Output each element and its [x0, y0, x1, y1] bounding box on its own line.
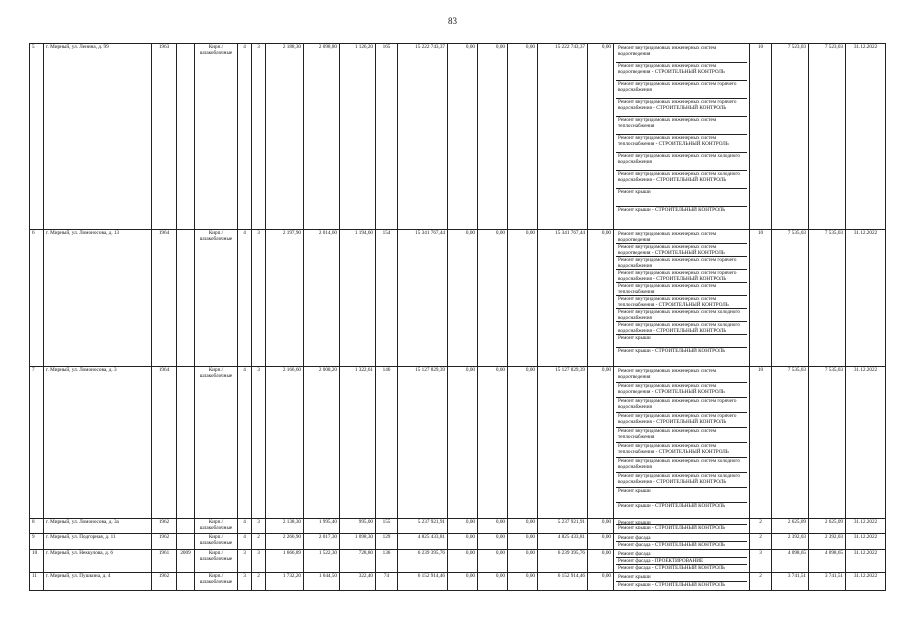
cost-per-m2-max: 7 535,03	[809, 230, 846, 367]
wall-material: Кирп./ шлакоблочные	[195, 44, 238, 230]
work-item: Ремонт крыши - СТРОИТЕЛЬНЫЙ КОНТРОЛЬ	[618, 503, 726, 509]
cost-per-m2: 2 625,09	[772, 519, 809, 534]
work-item: Ремонт внутридомовых инженерных систем теплоснабжения - СТРОИТЕЛЬНЫЙ КОНТРОЛЬ	[616, 443, 747, 458]
table-row	[30, 572, 886, 590]
cost-per-m2-max: 7 523,03	[809, 44, 846, 230]
cost-budget: 0,00	[478, 44, 508, 230]
works-list	[614, 533, 750, 549]
wall-material: Кирп./ шлакоблочные	[195, 572, 238, 590]
entrances: 3	[252, 230, 266, 367]
year-built: 1961	[152, 549, 177, 572]
residents: 155	[376, 519, 398, 534]
cost-budget: 0,00	[478, 519, 508, 534]
cost-local: 0,00	[508, 44, 538, 230]
area-total: 2 166,60	[266, 367, 304, 519]
work-item: Ремонт внутридомовых инженерных систем водоотведения - СТРОИТЕЛЬНЫЙ КОНТРОЛЬ	[616, 244, 747, 257]
cost-per-m2: 3 741,51	[772, 572, 809, 590]
cost-local: 0,00	[508, 519, 538, 534]
floors: 3	[238, 572, 252, 590]
cost-budget: 0,00	[478, 367, 508, 519]
cost-budget: 0,00	[478, 572, 508, 590]
work-item: Ремонт внутридомовых инженерных систем горячего водоснабжения	[616, 398, 747, 413]
cost-per-m2: 4 098,65	[772, 549, 809, 572]
area-total: 2 138,30	[266, 519, 304, 534]
wall-material: Кирп./ шлакоблочные	[195, 549, 238, 572]
deadline: 31.12.2022	[846, 533, 886, 549]
cost-total: 6 239 395,76	[398, 549, 448, 572]
row-number: 10	[30, 549, 44, 572]
area-residential: 2 017,30	[304, 533, 340, 549]
year-built: 1964	[152, 230, 177, 367]
floors: 4	[238, 367, 252, 519]
year-renovation	[177, 533, 195, 549]
cost-other: 0,00	[588, 519, 614, 534]
work-item: Ремонт внутридомовых инженерных систем водоотведения	[616, 45, 747, 63]
deadline: 31.12.2022	[846, 230, 886, 367]
year-renovation: 2009	[177, 549, 195, 572]
works-list	[614, 44, 750, 230]
work-item: Ремонт внутридомовых инженерных систем водоотведения	[616, 231, 747, 244]
cost-fund: 0,00	[448, 44, 478, 230]
work-item: Ремонт внутридомовых инженерных систем теплоснабжения - СТРОИТЕЛЬНЫЙ КОНТРОЛЬ	[616, 135, 747, 153]
work-item: Ремонт внутридомовых инженерных систем горячего водоснабжения - СТРОИТЕЛЬНЫЙ КОНТРОЛЬ	[616, 413, 747, 428]
area-total: 2 188,30	[266, 44, 304, 230]
cost-fund: 0,00	[448, 367, 478, 519]
cost-owners: 15 222 743,37	[538, 44, 588, 230]
cost-per-m2-max: 7 535,03	[809, 367, 846, 519]
works-count: 10	[750, 230, 772, 367]
area-residential: 1 522,30	[304, 549, 340, 572]
area-residential: 2 014,60	[304, 230, 340, 367]
year-built: 1962	[152, 572, 177, 590]
work-item: Ремонт крыши	[616, 189, 747, 207]
work-item: Ремонт внутридомовых инженерных систем водоотведения	[616, 368, 747, 383]
works-list	[614, 572, 750, 590]
table-row	[30, 519, 886, 534]
entrances: 3	[252, 44, 266, 230]
area-total: 1 732,20	[266, 572, 304, 590]
deadline: 31.12.2022	[846, 572, 886, 590]
entrances: 3	[252, 367, 266, 519]
residents: 165	[376, 44, 398, 230]
deadline: 31.12.2022	[846, 367, 886, 519]
work-item: Ремонт крыши - СТРОИТЕЛЬНЫЙ КОНТРОЛЬ	[618, 348, 726, 354]
cost-other: 0,00	[588, 549, 614, 572]
cost-budget: 0,00	[478, 230, 508, 367]
cost-local: 0,00	[508, 572, 538, 590]
address: г. Мирный, ул. Пушкина, д. 4	[44, 572, 152, 590]
floors: 3	[238, 549, 252, 572]
cost-per-m2-max: 3 741,51	[809, 572, 846, 590]
work-item: Ремонт внутридомовых инженерных систем теплоснабжения	[616, 117, 747, 135]
deadline: 31.12.2022	[846, 549, 886, 572]
works-count: 2	[750, 519, 772, 534]
row-number: 9	[30, 533, 44, 549]
work-item: Ремонт внутридомовых инженерных систем горячего водоснабжения - СТРОИТЕЛЬНЫЙ КОНТРОЛЬ	[616, 99, 747, 117]
area-private: 322,40	[340, 572, 376, 590]
work-item: Ремонт внутридомовых инженерных систем горячего водоснабжения - СТРОИТЕЛЬНЫЙ КОНТРОЛЬ	[616, 270, 747, 283]
cost-total: 15 127 829,39	[398, 367, 448, 519]
wall-material: Кирп./ шлакоблочные	[195, 367, 238, 519]
deadline: 31.12.2022	[846, 44, 886, 230]
cost-budget: 0,00	[478, 549, 508, 572]
work-item: Ремонт внутридомовых инженерных систем холодного водоснабжения - СТРОИТЕЛЬНЫЙ КОНТРОЛЬ	[616, 322, 747, 335]
deadline: 31.12.2022	[846, 519, 886, 534]
address: г. Мирный, ул. Ломоносова, д. 3а	[44, 519, 152, 534]
row-number: 8	[30, 519, 44, 534]
year-renovation	[177, 519, 195, 534]
address: г. Мирный, ул. Ломоносова, д. 3	[44, 367, 152, 519]
work-item: Ремонт крыши	[616, 520, 747, 525]
address: г. Мирный, ул. Ломоносова, д. 13	[44, 230, 152, 367]
cost-other: 0,00	[588, 44, 614, 230]
work-item: Ремонт фасада - ПРОЕКТИРОВАНИЕ	[616, 558, 747, 565]
row-number: 5	[30, 44, 44, 230]
work-item: Ремонт внутридомовых инженерных систем теплоснабжения - СТРОИТЕЛЬНЫЙ КОНТРОЛЬ	[616, 296, 747, 309]
work-item: Ремонт внутридомовых инженерных систем холодного водоснабжения - СТРОИТЕЛЬНЫЙ КОНТРОЛЬ	[616, 473, 747, 488]
wall-material: Кирп./ шлакоблочные	[195, 533, 238, 549]
works-count: 10	[750, 367, 772, 519]
cost-fund: 0,00	[448, 230, 478, 367]
cost-owners: 4 825 433,81	[538, 533, 588, 549]
cost-total: 15 341 767,44	[398, 230, 448, 367]
works-list	[614, 549, 750, 572]
area-residential: 1 995,40	[304, 519, 340, 534]
area-residential: 1 644,50	[304, 572, 340, 590]
works-list	[614, 230, 750, 367]
cost-owners: 5 237 921,91	[538, 519, 588, 534]
work-item: Ремонт внутридомовых инженерных систем теплоснабжения	[616, 283, 747, 296]
cost-other: 0,00	[588, 572, 614, 590]
floors: 4	[238, 533, 252, 549]
cost-per-m2-max: 4 098,65	[809, 549, 846, 572]
year-built: 1962	[152, 533, 177, 549]
work-item: Ремонт крыши	[616, 574, 747, 582]
area-private: 995,00	[340, 519, 376, 534]
work-item: Ремонт внутридомовых инженерных систем водоотведения - СТРОИТЕЛЬНЫЙ КОНТРОЛЬ	[616, 63, 747, 81]
table-row	[30, 533, 886, 549]
table-row	[30, 230, 886, 367]
year-renovation	[177, 367, 195, 519]
work-item: Ремонт внутридомовых инженерных систем водоотведения - СТРОИТЕЛЬНЫЙ КОНТРОЛЬ	[616, 383, 747, 398]
table-row	[30, 44, 886, 230]
area-private: 728,80	[340, 549, 376, 572]
area-private: 1 322,61	[340, 367, 376, 519]
address: г. Мирный, ул. Подгорная, д. 11	[44, 533, 152, 549]
register-sheet	[29, 43, 877, 623]
cost-owners: 15 127 829,39	[538, 367, 588, 519]
cost-fund: 0,00	[448, 519, 478, 534]
works-count: 2	[750, 572, 772, 590]
works-list	[614, 367, 750, 519]
table-row	[30, 549, 886, 572]
cost-budget: 0,00	[478, 533, 508, 549]
cost-other: 0,00	[588, 533, 614, 549]
residents: 154	[376, 230, 398, 367]
cost-local: 0,00	[508, 549, 538, 572]
cost-local: 0,00	[508, 533, 538, 549]
cost-total: 4 825 433,81	[398, 533, 448, 549]
entrances: 2	[252, 572, 266, 590]
cost-total: 15 222 743,37	[398, 44, 448, 230]
work-item: Ремонт внутридомовых инженерных систем горячего водоснабжения	[616, 81, 747, 99]
work-item: Ремонт фасада	[616, 551, 747, 558]
cost-per-m2: 7 523,03	[772, 44, 809, 230]
entrances: 3	[252, 549, 266, 572]
area-total: 2 197,90	[266, 230, 304, 367]
capital-repair-table	[29, 43, 886, 591]
area-private: 1 126,20	[340, 44, 376, 230]
cost-per-m2-max: 2 392,03	[809, 533, 846, 549]
year-renovation	[177, 572, 195, 590]
entrances: 3	[252, 519, 266, 534]
cost-owners: 6 239 395,76	[538, 549, 588, 572]
floors: 4	[238, 44, 252, 230]
cost-fund: 0,00	[448, 533, 478, 549]
wall-material: Кирп./ шлакоблочные	[195, 519, 238, 534]
floors: 4	[238, 519, 252, 534]
entrances: 2	[252, 533, 266, 549]
works-list	[614, 519, 750, 534]
area-private: 1 098,30	[340, 533, 376, 549]
row-number: 6	[30, 230, 44, 367]
cost-per-m2-max: 2 625,09	[809, 519, 846, 534]
area-residential: 2 008,20	[304, 367, 340, 519]
residents: 146	[376, 367, 398, 519]
cost-local: 0,00	[508, 367, 538, 519]
work-item: Ремонт крыши	[616, 335, 747, 348]
work-item: Ремонт крыши - СТРОИТЕЛЬНЫЙ КОНТРОЛЬ	[618, 525, 726, 529]
cost-owners: 6 152 914,46	[538, 572, 588, 590]
wall-material: Кирп./ шлакоблочные	[195, 230, 238, 367]
table-row	[30, 367, 886, 519]
work-item: Ремонт фасада	[616, 535, 747, 542]
year-built: 1962	[152, 519, 177, 534]
area-total: 1 666,89	[266, 549, 304, 572]
area-total: 2 266,90	[266, 533, 304, 549]
cost-fund: 0,00	[448, 572, 478, 590]
year-built: 1964	[152, 367, 177, 519]
work-item: Ремонт внутридомовых инженерных систем холодного водоснабжения	[616, 153, 747, 171]
cost-owners: 15 341 767,44	[538, 230, 588, 367]
area-residential: 2 098,80	[304, 44, 340, 230]
year-renovation	[177, 44, 195, 230]
work-item: Ремонт крыши - СТРОИТЕЛЬНЫЙ КОНТРОЛЬ	[618, 207, 726, 213]
cost-per-m2: 2 392,03	[772, 533, 809, 549]
residents: 136	[376, 549, 398, 572]
work-item: Ремонт внутридомовых инженерных систем холодного водоснабжения	[616, 458, 747, 473]
work-item: Ремонт крыши - СТРОИТЕЛЬНЫЙ КОНТРОЛЬ	[618, 581, 726, 588]
year-renovation	[177, 230, 195, 367]
cost-local: 0,00	[508, 230, 538, 367]
residents: 129	[376, 533, 398, 549]
work-item: Ремонт фасада - СТРОИТЕЛЬНЫЙ КОНТРОЛЬ	[618, 564, 726, 571]
cost-per-m2: 7 535,03	[772, 367, 809, 519]
work-item: Ремонт фасада - СТРОИТЕЛЬНЫЙ КОНТРОЛЬ	[618, 541, 726, 548]
table-body	[30, 44, 886, 591]
work-item: Ремонт внутридомовых инженерных систем холодного водоснабжения - СТРОИТЕЛЬНЫЙ КОНТРОЛЬ	[616, 171, 747, 189]
cost-other: 0,00	[588, 367, 614, 519]
year-built: 1963	[152, 44, 177, 230]
work-item: Ремонт внутридомовых инженерных систем горячего водоснабжения	[616, 257, 747, 270]
floors: 4	[238, 230, 252, 367]
work-item: Ремонт внутридомовых инженерных систем холодного водоснабжения	[616, 309, 747, 322]
works-count: 2	[750, 533, 772, 549]
works-count: 10	[750, 44, 772, 230]
row-number: 11	[30, 572, 44, 590]
cost-per-m2: 7 535,03	[772, 230, 809, 367]
cost-fund: 0,00	[448, 549, 478, 572]
work-item: Ремонт крыши	[616, 488, 747, 503]
area-private: 1 194,60	[340, 230, 376, 367]
works-count: 3	[750, 549, 772, 572]
cost-total: 5 237 921,91	[398, 519, 448, 534]
address: г. Мирный, ул. Неккулова, д. 6	[44, 549, 152, 572]
residents: 74	[376, 572, 398, 590]
page-number: 83	[448, 16, 457, 26]
cost-total: 6 152 914,46	[398, 572, 448, 590]
work-item: Ремонт внутридомовых инженерных систем теплоснабжения	[616, 428, 747, 443]
address: г. Мирный, ул. Ленина, д. 99	[44, 44, 152, 230]
row-number: 7	[30, 367, 44, 519]
cost-other: 0,00	[588, 230, 614, 367]
